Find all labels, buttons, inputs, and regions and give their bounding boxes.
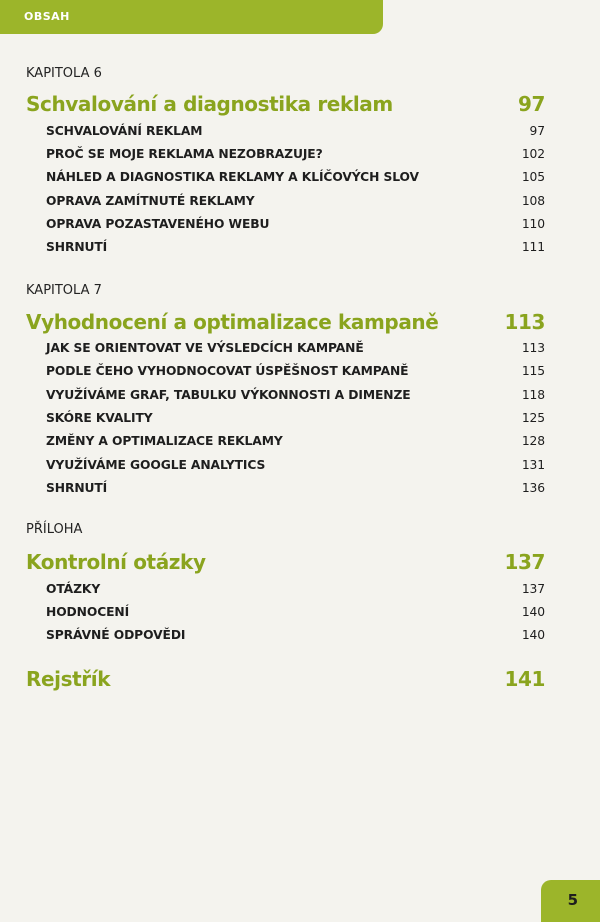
toc-entry-page: 118 [521, 388, 545, 402]
toc-entry[interactable] [46, 364, 545, 382]
chapter-title: Rejstřík [26, 667, 111, 691]
chapter-label: KAPITOLA 6 [26, 66, 102, 81]
toc-entry-title: OTÁZKY [46, 582, 101, 596]
chapter-title-row[interactable] [26, 667, 545, 695]
toc-entry-title: OPRAVA POZASTAVENÉHO WEBU [46, 217, 270, 231]
toc-entry[interactable] [46, 411, 545, 429]
toc-entry-page: 137 [521, 582, 545, 596]
toc-entry-page: 108 [521, 194, 545, 208]
appendix-label: PŘÍLOHA [26, 522, 83, 537]
toc-entry-title: JAK SE ORIENTOVAT VE VÝSLEDCÍCH KAMPANĚ [46, 341, 364, 355]
toc-entry[interactable] [46, 388, 545, 406]
toc-entry-title: NÁHLED A DIAGNOSTIKA REKLAMY A KLÍČOVÝCH SLOV [46, 170, 419, 184]
toc-entry-page: 136 [521, 481, 545, 495]
toc-entry-page: 128 [521, 434, 545, 448]
toc-entry-title: SHRNUTÍ [46, 240, 108, 254]
toc-entry-title: ZMĚNY A OPTIMALIZACE REKLAMY [46, 434, 283, 448]
toc-entry[interactable] [46, 170, 545, 188]
chapter-title-row[interactable] [26, 550, 545, 578]
chapter-label: KAPITOLA 7 [26, 283, 102, 298]
toc-entry-title: PODLE ČEHO VYHODNOCOVAT ÚSPĚŠNOST KAMPANĚ [46, 364, 409, 378]
toc-entry[interactable] [46, 240, 545, 258]
chapter-title: Schvalování a diagnostika reklam [26, 92, 393, 116]
page-number-tab [541, 880, 600, 922]
toc-entry-page: 125 [521, 411, 545, 425]
toc-entry-page: 97 [529, 124, 545, 138]
toc-entry-title: SPRÁVNÉ ODPOVĚDI [46, 628, 186, 642]
toc-entry-page: 110 [521, 217, 545, 231]
chapter-page: 97 [517, 92, 545, 116]
toc-entry-page: 113 [521, 341, 545, 355]
toc-entry-title: VYUŽÍVÁME GRAF, TABULKU VÝKONNOSTI A DIMENZE [46, 388, 411, 402]
toc-entry-title: SKÓRE KVALITY [46, 411, 153, 425]
toc-entry-page: 140 [521, 628, 545, 642]
toc-entry[interactable] [46, 458, 545, 476]
toc-entry-page: 140 [521, 605, 545, 619]
toc-entry-page: 102 [521, 147, 545, 161]
chapter-title: Kontrolní otázky [26, 550, 206, 574]
header-label: OBSAH [24, 10, 70, 23]
toc-entry[interactable] [46, 434, 545, 452]
toc-entry[interactable] [46, 217, 545, 235]
toc-entry[interactable] [46, 481, 545, 499]
toc-entry-title: SCHVALOVÁNÍ REKLAM [46, 124, 203, 138]
toc-entry-page: 115 [521, 364, 545, 378]
toc-entry[interactable] [46, 582, 545, 600]
chapter-page: 113 [504, 310, 545, 334]
toc-entry[interactable] [46, 628, 545, 646]
toc-entry[interactable] [46, 147, 545, 165]
toc-entry-page: 111 [521, 240, 545, 254]
toc-entry[interactable] [46, 605, 545, 623]
chapter-title-row[interactable] [26, 92, 545, 120]
toc-entry-title: SHRNUTÍ [46, 481, 108, 495]
toc-entry-title: HODNOCENÍ [46, 605, 130, 619]
toc-entry[interactable] [46, 194, 545, 212]
toc-entry-page: 131 [521, 458, 545, 472]
toc-entry-title: VYUŽÍVÁME GOOGLE ANALYTICS [46, 458, 266, 472]
page-number: 5 [567, 891, 578, 909]
chapter-title: Vyhodnocení a optimalizace kampaně [26, 310, 439, 334]
chapter-title-row[interactable] [26, 310, 545, 338]
chapter-page: 137 [504, 550, 545, 574]
toc-entry[interactable] [46, 341, 545, 359]
toc-entry[interactable] [46, 124, 545, 142]
toc-entry-page: 105 [521, 170, 545, 184]
toc-entry-title: PROČ SE MOJE REKLAMA NEZOBRAZUJE? [46, 147, 323, 161]
chapter-page: 141 [504, 667, 545, 691]
toc-entry-title: OPRAVA ZAMÍTNUTÉ REKLAMY [46, 194, 255, 208]
